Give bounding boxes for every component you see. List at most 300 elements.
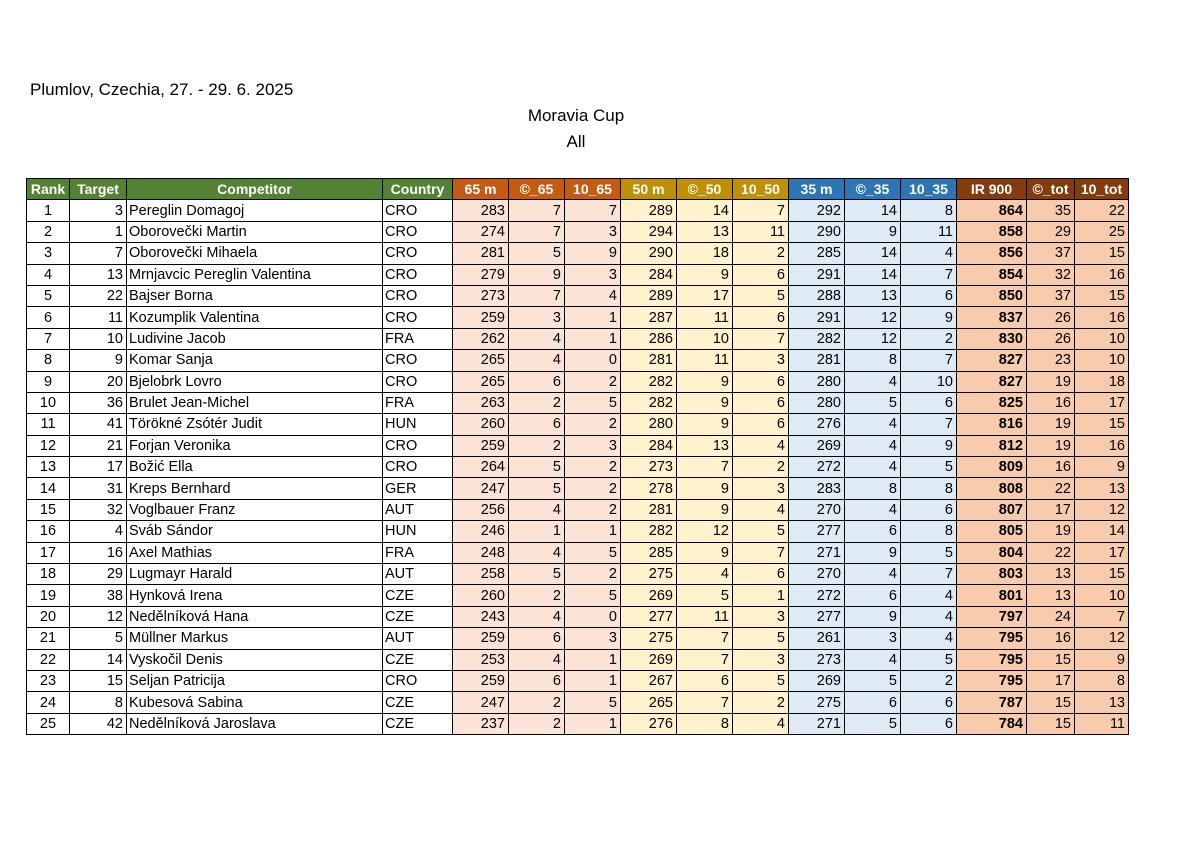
cell-score-50m: 273 [621,457,677,478]
table-row [27,264,1129,285]
cell-tens-65m: 5 [565,392,621,413]
header-row [27,179,1129,200]
table-row [27,435,1129,456]
cell-country: CRO [383,243,453,264]
cell-tens-total: 16 [1075,264,1129,285]
cell-total-score: 797 [957,606,1027,627]
event-title: Moravia Cup [527,106,625,125]
cell-target: 29 [70,564,127,585]
table-row [27,414,1129,435]
cell-x-65m: 5 [509,564,565,585]
table-row [27,628,1129,649]
cell-x-35m: 4 [845,564,901,585]
cell-country: CRO [383,264,453,285]
cell-x-total: 37 [1027,243,1075,264]
cell-tens-total: 8 [1075,670,1129,691]
cell-tens-total: 10 [1075,328,1129,349]
cell-tens-35m: 7 [901,264,957,285]
cell-rank: 8 [27,350,70,371]
cell-score-65m: 259 [453,670,509,691]
cell-x-50m: 8 [677,713,733,734]
cell-x-65m: 5 [509,478,565,499]
cell-country: CRO [383,285,453,306]
cell-competitor: Brulet Jean-Michel [127,392,383,413]
cell-score-35m: 271 [789,713,845,734]
cell-tens-35m: 10 [901,371,957,392]
cell-tens-50m: 4 [733,713,789,734]
cell-x-50m: 13 [677,221,733,242]
cell-x-35m: 9 [845,221,901,242]
cell-score-50m: 281 [621,499,677,520]
cell-tens-50m: 3 [733,606,789,627]
cell-total-score: 856 [957,243,1027,264]
cell-tens-65m: 7 [565,200,621,221]
cell-x-50m: 12 [677,521,733,542]
cell-score-35m: 288 [789,285,845,306]
cell-score-50m: 275 [621,564,677,585]
cell-x-50m: 5 [677,585,733,606]
cell-x-total: 16 [1027,457,1075,478]
cell-total-score: 805 [957,521,1027,542]
column-header-score-50m: 50 m [621,179,677,200]
cell-country: CRO [383,670,453,691]
cell-tens-35m: 7 [901,350,957,371]
table-row [27,649,1129,670]
cell-x-total: 19 [1027,414,1075,435]
cell-tens-35m: 4 [901,628,957,649]
cell-competitor: Bajser Borna [127,285,383,306]
column-header-x-50m: ©_50 [677,179,733,200]
cell-score-35m: 272 [789,585,845,606]
cell-score-65m: 260 [453,585,509,606]
table-row [27,350,1129,371]
cell-x-65m: 4 [509,649,565,670]
cell-tens-50m: 7 [733,542,789,563]
table-row [27,392,1129,413]
cell-x-50m: 11 [677,307,733,328]
cell-x-35m: 12 [845,328,901,349]
cell-total-score: 830 [957,328,1027,349]
cell-tens-50m: 2 [733,243,789,264]
cell-total-score: 787 [957,692,1027,713]
cell-x-50m: 9 [677,264,733,285]
cell-tens-65m: 4 [565,285,621,306]
cell-country: CRO [383,200,453,221]
table-row [27,200,1129,221]
cell-target: 3 [70,200,127,221]
cell-score-65m: 283 [453,200,509,221]
cell-competitor: Oborovečki Martin [127,221,383,242]
cell-tens-total: 17 [1075,392,1129,413]
cell-score-35m: 270 [789,499,845,520]
cell-x-35m: 14 [845,200,901,221]
column-header-score-65m: 65 m [453,179,509,200]
cell-x-65m: 4 [509,350,565,371]
cell-total-score: 837 [957,307,1027,328]
cell-country: AUT [383,499,453,520]
cell-score-50m: 275 [621,628,677,649]
cell-x-35m: 6 [845,585,901,606]
column-header-rank: Rank [27,179,70,200]
cell-rank: 1 [27,200,70,221]
cell-x-35m: 4 [845,649,901,670]
cell-x-65m: 6 [509,371,565,392]
cell-competitor: Kubesová Sabina [127,692,383,713]
cell-x-65m: 4 [509,542,565,563]
cell-tens-50m: 2 [733,457,789,478]
cell-x-65m: 2 [509,435,565,456]
cell-score-65m: 259 [453,307,509,328]
cell-total-score: 858 [957,221,1027,242]
cell-country: AUT [383,564,453,585]
cell-tens-total: 12 [1075,628,1129,649]
cell-x-50m: 6 [677,670,733,691]
cell-rank: 12 [27,435,70,456]
cell-tens-65m: 2 [565,457,621,478]
cell-total-score: 808 [957,478,1027,499]
cell-tens-35m: 4 [901,585,957,606]
cell-x-total: 35 [1027,200,1075,221]
cell-tens-35m: 6 [901,285,957,306]
cell-x-65m: 7 [509,221,565,242]
cell-rank: 13 [27,457,70,478]
cell-total-score: 807 [957,499,1027,520]
cell-competitor: Seljan Patricija [127,670,383,691]
table-row [27,243,1129,264]
cell-target: 1 [70,221,127,242]
cell-tens-total: 9 [1075,649,1129,670]
cell-score-35m: 269 [789,435,845,456]
table-row [27,585,1129,606]
cell-tens-total: 25 [1075,221,1129,242]
cell-tens-65m: 2 [565,564,621,585]
cell-competitor: Sváb Sándor [127,521,383,542]
cell-x-50m: 9 [677,392,733,413]
cell-rank: 11 [27,414,70,435]
cell-score-50m: 285 [621,542,677,563]
cell-x-65m: 4 [509,328,565,349]
cell-tens-total: 16 [1075,435,1129,456]
cell-x-total: 15 [1027,649,1075,670]
cell-x-50m: 11 [677,606,733,627]
cell-tens-total: 10 [1075,585,1129,606]
cell-x-35m: 9 [845,542,901,563]
cell-score-35m: 282 [789,328,845,349]
cell-x-65m: 7 [509,200,565,221]
cell-rank: 14 [27,478,70,499]
cell-tens-35m: 6 [901,713,957,734]
cell-target: 31 [70,478,127,499]
cell-x-50m: 10 [677,328,733,349]
cell-x-total: 26 [1027,328,1075,349]
cell-competitor: Komar Sanja [127,350,383,371]
cell-target: 11 [70,307,127,328]
cell-x-50m: 4 [677,564,733,585]
cell-score-50m: 267 [621,670,677,691]
cell-score-50m: 286 [621,328,677,349]
results-table [26,178,1129,735]
cell-score-35m: 271 [789,542,845,563]
cell-total-score: 827 [957,371,1027,392]
cell-tens-35m: 9 [901,307,957,328]
cell-score-50m: 269 [621,585,677,606]
cell-total-score: 795 [957,628,1027,649]
cell-x-65m: 9 [509,264,565,285]
cell-score-35m: 292 [789,200,845,221]
cell-country: AUT [383,628,453,649]
cell-target: 4 [70,521,127,542]
cell-country: HUN [383,414,453,435]
cell-tens-total: 22 [1075,200,1129,221]
cell-tens-total: 13 [1075,692,1129,713]
cell-tens-50m: 6 [733,371,789,392]
cell-x-total: 32 [1027,264,1075,285]
cell-x-50m: 7 [677,457,733,478]
cell-x-35m: 3 [845,628,901,649]
cell-x-50m: 9 [677,542,733,563]
cell-country: FRA [383,542,453,563]
cell-tens-35m: 4 [901,243,957,264]
cell-tens-total: 9 [1075,457,1129,478]
cell-x-total: 15 [1027,692,1075,713]
cell-x-total: 15 [1027,713,1075,734]
cell-score-35m: 280 [789,392,845,413]
cell-country: CZE [383,585,453,606]
table-row [27,692,1129,713]
cell-tens-65m: 1 [565,521,621,542]
cell-rank: 20 [27,606,70,627]
cell-score-65m: 247 [453,692,509,713]
cell-tens-50m: 4 [733,499,789,520]
cell-target: 15 [70,670,127,691]
cell-score-50m: 276 [621,713,677,734]
cell-x-total: 19 [1027,521,1075,542]
cell-rank: 9 [27,371,70,392]
cell-x-65m: 6 [509,628,565,649]
column-header-x-total: ©_tot [1027,179,1075,200]
table-row [27,478,1129,499]
cell-x-50m: 9 [677,414,733,435]
cell-score-65m: 248 [453,542,509,563]
table-row [27,457,1129,478]
cell-score-65m: 281 [453,243,509,264]
cell-score-35m: 291 [789,307,845,328]
cell-x-total: 19 [1027,435,1075,456]
cell-competitor: Božić Ella [127,457,383,478]
cell-tens-50m: 4 [733,435,789,456]
cell-x-65m: 2 [509,392,565,413]
cell-tens-total: 10 [1075,350,1129,371]
cell-score-50m: 277 [621,606,677,627]
column-header-x-35m: ©_35 [845,179,901,200]
column-header-x-65m: ©_65 [509,179,565,200]
table-row [27,606,1129,627]
cell-competitor: Oborovečki Mihaela [127,243,383,264]
cell-target: 20 [70,371,127,392]
cell-tens-65m: 1 [565,670,621,691]
cell-score-50m: 287 [621,307,677,328]
cell-total-score: 809 [957,457,1027,478]
cell-target: 16 [70,542,127,563]
cell-total-score: 801 [957,585,1027,606]
cell-x-50m: 7 [677,649,733,670]
cell-tens-50m: 7 [733,200,789,221]
cell-x-65m: 4 [509,606,565,627]
cell-total-score: 812 [957,435,1027,456]
cell-competitor: Lugmayr Harald [127,564,383,585]
cell-x-35m: 14 [845,264,901,285]
cell-score-65m: 265 [453,371,509,392]
cell-score-35m: 275 [789,692,845,713]
cell-target: 7 [70,243,127,264]
cell-score-35m: 281 [789,350,845,371]
cell-target: 13 [70,264,127,285]
cell-tens-50m: 6 [733,414,789,435]
cell-tens-65m: 2 [565,371,621,392]
cell-country: CRO [383,350,453,371]
cell-tens-65m: 1 [565,713,621,734]
cell-score-50m: 284 [621,264,677,285]
cell-tens-total: 12 [1075,499,1129,520]
cell-tens-50m: 3 [733,350,789,371]
cell-total-score: 854 [957,264,1027,285]
cell-score-35m: 280 [789,371,845,392]
cell-tens-65m: 1 [565,649,621,670]
column-header-score-35m: 35 m [789,179,845,200]
cell-tens-50m: 7 [733,328,789,349]
cell-score-50m: 289 [621,285,677,306]
cell-tens-65m: 2 [565,478,621,499]
cell-tens-65m: 3 [565,264,621,285]
cell-x-50m: 14 [677,200,733,221]
cell-competitor: Ludivine Jacob [127,328,383,349]
cell-tens-50m: 3 [733,478,789,499]
cell-target: 41 [70,414,127,435]
cell-rank: 18 [27,564,70,585]
cell-target: 42 [70,713,127,734]
cell-x-65m: 7 [509,285,565,306]
cell-x-35m: 13 [845,285,901,306]
cell-total-score: 816 [957,414,1027,435]
cell-x-50m: 18 [677,243,733,264]
cell-country: CRO [383,371,453,392]
cell-tens-65m: 5 [565,585,621,606]
cell-x-total: 26 [1027,307,1075,328]
cell-country: FRA [383,392,453,413]
cell-total-score: 850 [957,285,1027,306]
cell-tens-35m: 5 [901,542,957,563]
cell-tens-total: 15 [1075,285,1129,306]
cell-total-score: 864 [957,200,1027,221]
cell-x-50m: 9 [677,371,733,392]
cell-score-50m: 265 [621,692,677,713]
cell-score-50m: 280 [621,414,677,435]
cell-x-50m: 11 [677,350,733,371]
cell-rank: 24 [27,692,70,713]
cell-x-65m: 2 [509,713,565,734]
cell-rank: 5 [27,285,70,306]
cell-target: 5 [70,628,127,649]
cell-tens-35m: 6 [901,392,957,413]
cell-x-total: 29 [1027,221,1075,242]
cell-competitor: Vyskočil Denis [127,649,383,670]
cell-tens-50m: 6 [733,264,789,285]
cell-x-total: 22 [1027,478,1075,499]
cell-tens-35m: 9 [901,435,957,456]
cell-x-35m: 9 [845,606,901,627]
cell-tens-65m: 9 [565,243,621,264]
cell-tens-35m: 7 [901,414,957,435]
cell-score-65m: 264 [453,457,509,478]
cell-target: 14 [70,649,127,670]
cell-score-50m: 282 [621,371,677,392]
cell-x-65m: 2 [509,585,565,606]
cell-score-35m: 273 [789,649,845,670]
cell-target: 32 [70,499,127,520]
table-row [27,670,1129,691]
table-row [27,371,1129,392]
cell-x-total: 19 [1027,371,1075,392]
cell-score-65m: 253 [453,649,509,670]
cell-tens-total: 13 [1075,478,1129,499]
cell-target: 22 [70,285,127,306]
cell-tens-50m: 5 [733,670,789,691]
cell-x-65m: 4 [509,499,565,520]
table-row [27,499,1129,520]
table-row [27,521,1129,542]
cell-score-65m: 273 [453,285,509,306]
cell-tens-50m: 6 [733,392,789,413]
cell-tens-50m: 5 [733,628,789,649]
cell-rank: 17 [27,542,70,563]
table-row [27,328,1129,349]
cell-country: CZE [383,713,453,734]
cell-competitor: Voglbauer Franz [127,499,383,520]
cell-score-50m: 290 [621,243,677,264]
cell-score-35m: 269 [789,670,845,691]
cell-x-65m: 5 [509,457,565,478]
cell-target: 21 [70,435,127,456]
cell-score-65m: 279 [453,264,509,285]
column-header-target: Target [70,179,127,200]
cell-score-35m: 277 [789,606,845,627]
cell-total-score: 803 [957,564,1027,585]
cell-x-35m: 5 [845,392,901,413]
column-header-competitor: Competitor [127,179,383,200]
cell-competitor: Bjelobrk Lovro [127,371,383,392]
cell-tens-65m: 0 [565,606,621,627]
cell-x-35m: 4 [845,371,901,392]
cell-target: 8 [70,692,127,713]
cell-tens-total: 14 [1075,521,1129,542]
cell-x-65m: 6 [509,670,565,691]
cell-x-total: 13 [1027,585,1075,606]
cell-tens-65m: 1 [565,328,621,349]
cell-score-35m: 270 [789,564,845,585]
cell-tens-50m: 11 [733,221,789,242]
cell-rank: 7 [27,328,70,349]
cell-country: FRA [383,328,453,349]
cell-x-total: 37 [1027,285,1075,306]
cell-tens-35m: 8 [901,478,957,499]
cell-x-50m: 9 [677,478,733,499]
cell-x-65m: 3 [509,307,565,328]
event-location: Plumlov, Czechia, 27. - 29. 6. 2025 [30,80,294,99]
column-header-tens-50m: 10_50 [733,179,789,200]
cell-score-50m: 282 [621,521,677,542]
cell-tens-total: 16 [1075,307,1129,328]
cell-x-35m: 6 [845,692,901,713]
